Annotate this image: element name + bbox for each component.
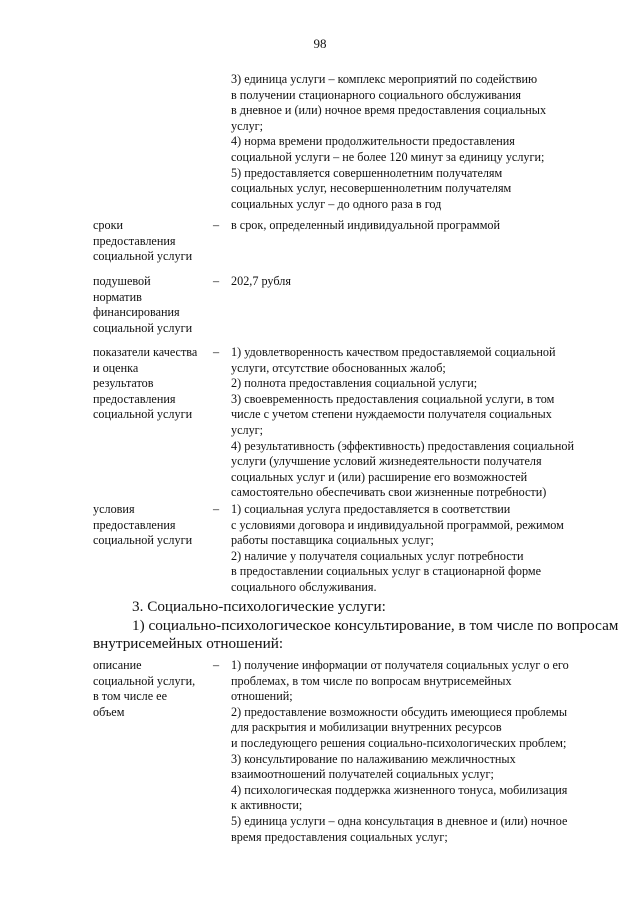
text-line: 5) предоставляется совершеннолетним получателям (231, 165, 503, 180)
row-label: описание социальной услуги, в том числе ее объем (93, 658, 196, 719)
dash: – (213, 218, 220, 232)
row-content: 1) удовлетворенность качеством предоставляемой социальной услуги, отсутствие обоснованных жалоб; 2) полнота предоставления социальной услуги; 3) своевременность предоставления социальной услуги, в том числе с учетом степени нуждаемости получателя социальных услуг; 4) результативность (эффективность) предоставления социальной услуги (улучшение условий жизнедеятельности получателя социальных услуг и (или) расширение его возможностей самостоятельно обеспечивать свои жизненные потребности) (231, 345, 574, 500)
row-label: показатели качества и оценка результатов предоставления социальной услуги (93, 345, 198, 422)
row-content: 1) получение информации от получателя социальных услуг о его проблемах, в том числе по вопросам внутрисемейных отношений; 2) предоставление возможности обсудить имеющиеся проблемы для раскрытия и мобилизации внутренних ресурсов и последующего решения социально-психологических проблем; 3) консультирование по налаживанию межличностных взаимоотношений получателей социальных услуг; 4) психологическая поддержка жизненного тонуса, мобилизация к активности; 5) единица услуги – одна консультация в дневное и (или) ночное время предоставления социальных услуг; (231, 658, 569, 844)
text-line: в получении стационарного социального обслуживания (231, 87, 521, 102)
row-content: 202,7 рубля (231, 274, 291, 288)
text-line: услуг; (231, 118, 264, 133)
top-continuation (93, 72, 593, 212)
subsection-heading-continued: внутрисемейных отношений: (93, 635, 284, 652)
row-funding-norm (93, 274, 593, 336)
row-label: подушевой норматив финансирования социальной услуги (93, 274, 193, 335)
text-line: 4) норма времени продолжительности предоставления (231, 134, 515, 149)
dash: – (213, 658, 220, 672)
dash: – (213, 345, 220, 359)
dash: – (213, 502, 220, 516)
text-line: в дневное и (или) ночное время предоставления социальных (231, 103, 547, 118)
row-terms (93, 218, 593, 265)
text-line: социальных услуг, несовершеннолетним получателям (231, 181, 512, 196)
row-content: в срок, определенный индивидуальной программой (231, 218, 501, 232)
text-line: социальной услуги – не более 120 минут за единицу услуги; (231, 149, 545, 164)
row-label: сроки предоставления социальной услуги (93, 218, 193, 264)
row-content: 1) социальная услуга предоставляется в соответствии с условиями договора и индивидуальной программой, режимом работы поставщика социальных услуг; 2) наличие у получателя социальных услуг потребности в предоставлении социальных услуг в стационарной форме социального обслуживания. (231, 502, 564, 594)
row-description (93, 658, 593, 845)
text-line: социальных услуг – до одного раза в год (231, 196, 442, 211)
top-continuation-text (231, 72, 593, 212)
text-line: 3) единица услуги – комплекс мероприятий по содействию (231, 72, 538, 86)
row-quality-indicators (93, 345, 593, 501)
row-conditions (93, 502, 593, 596)
subsection-heading: 1) социально-психологическое консультирование, в том числе по вопросам (132, 617, 619, 634)
section-heading: 3. Социально-психологические услуги: (132, 598, 386, 615)
dash: – (213, 274, 220, 288)
page-number: 98 (313, 36, 327, 51)
row-label: условия предоставления социальной услуги (93, 502, 193, 548)
